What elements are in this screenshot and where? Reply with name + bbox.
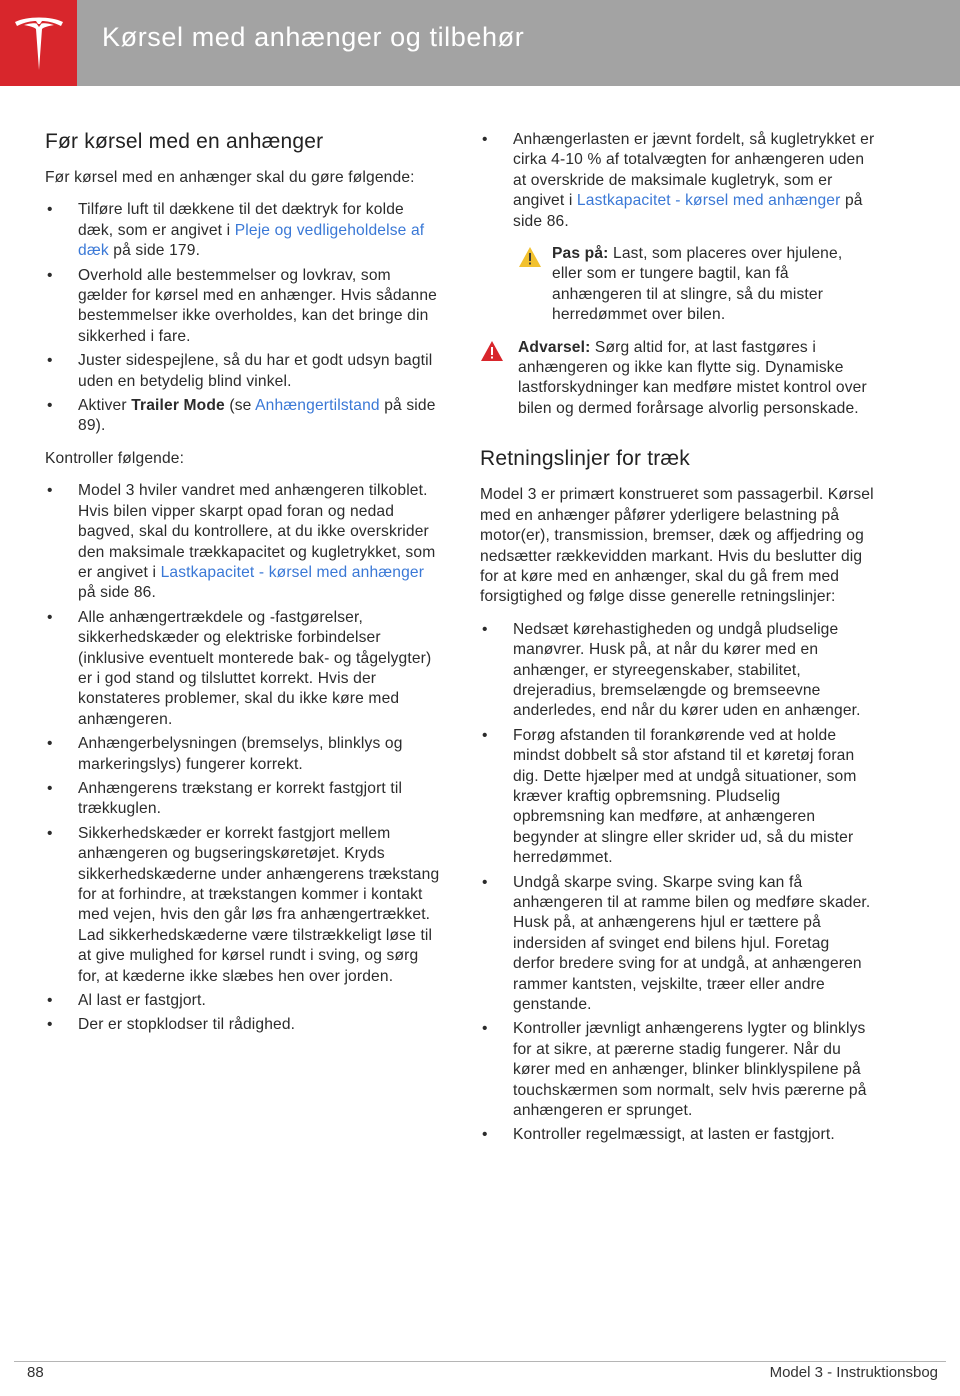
- link-tire-care[interactable]: Pleje og vedligeholdelse af dæk: [78, 221, 425, 260]
- list-item: • Al last er fastgjort.: [45, 991, 440, 1011]
- check-intro: Kontroller følgende:: [45, 449, 185, 467]
- list-item: • Model 3 hviler vandret med anhængeren tilkoblet. Hvis bilen vipper skarpt opad foran og nedad bagved, skal du kontrollere, at du ikke overskrider den maksimale trækkapacitet og kugletrykket, som er angivet i Lastkapacitet - kørsel med anhænger på side 86.: [45, 481, 440, 603]
- list-item: • Anhængerens trækstang er korrekt fastgjort til trækkuglen.: [45, 779, 440, 820]
- guidelines-list: [480, 620, 875, 1146]
- list-item: • Sikkerhedskæder er korrekt fastgjort mellem anhængeren og bugseringskøretøjet. Kryds sikkerhedskæderne under anhængerens trækstang for at forhindre, at trækstangen kommer i kontakt med vejen, hvis den går løs fra anhængertrækket. Lad sikkerhedskæderne være tilstrækkeligt løse til at give mulighed for kørsel rundt i sving, og sørg for, at kæderne ikke slæbes hen over jorden.: [45, 824, 440, 987]
- list-item: • Alle anhængertrækdele og -fastgørelser, sikkerhedskæder og elektriske forbindelser (inklusive eventuelt monterede bak- og tågelygter) er i god stand og tilsluttet korrekt. Hvis der konstateres problemer, skal du ikke køre med anhængeren.: [45, 608, 440, 730]
- warning-text: Sørg altid for, at last fastgøres i anhængeren og ikke kan flytte sig. Dynamiske lastforskydninger kan medføre mistet kontrol over bilen og dermed forårsage alvorlig personskade.: [518, 338, 867, 417]
- page-title: Kørsel med anhænger og tilbehør: [102, 22, 525, 52]
- manual-title: Model 3 - Instruktionsbog: [769, 1364, 938, 1381]
- warning-triangle-icon: [480, 340, 504, 362]
- list-item: • Juster sidespejlene, så du har et godt udsyn bagtil uden en betydelig blind vinkel.: [45, 351, 440, 392]
- page-header: [0, 0, 960, 86]
- list-item: • Anhængerlasten er jævnt fordelt, så kugletrykket er cirka 4-10 % af totalvægten for anhængeren uden at overskride de maksimale kugletryk, som er angivet i Lastkapacitet - kørsel med anhænger på side 86.: [480, 130, 875, 232]
- list-item: • Kontroller regelmæssigt, at lasten er fastgjort.: [480, 1125, 875, 1145]
- list-item: • Tilføre luft til dækkene til det dæktryk for kolde dæk, som er angivet i Pleje og vedligeholdelse af dæk på side 179.: [45, 200, 440, 261]
- list-item: • Nedsæt kørehastigheden og undgå pludselige manøvrer. Husk på, at når du kører med en anhænger, er styreegenskaber, stabilitet, drejeradius, bremselængde og bremseevne anderledes, end når du kører uden en anhænger.: [480, 620, 875, 722]
- link-load-capacity-2[interactable]: Lastkapacitet - kørsel med anhænger: [576, 192, 841, 210]
- section-heading-guidelines: Retningslinjer for træk: [480, 447, 691, 471]
- caution-label: Pas på:: [552, 245, 609, 263]
- list-item: • Kontroller jævnligt anhængerens lygter og blinklys for at sikre, at pærerne stadig fungerer. Når du kører med en anhænger, blinker blinklyspilene på touchskærmen som normalt, selv hvis pærerne på anhængeren er sprunget.: [480, 1019, 875, 1121]
- footer-divider: [14, 1361, 946, 1362]
- load-distribution-list: [480, 130, 875, 232]
- link-load-capacity[interactable]: Lastkapacitet - kørsel med anhænger: [160, 563, 425, 581]
- list-item: • Forøg afstanden til forankørende ved at holde mindst dobbelt så stor afstand til et køretøj foran dig. Dette hjælper med at undgå situationer, som kræver kraftig opbremsning. Pludselig opbremsning kan medføre, at anhængeren begynder at slingre eller skrider ud, så du mister herredømmet.: [480, 726, 875, 869]
- preparation-list: [45, 200, 440, 436]
- link-trailer-mode[interactable]: Anhængertilstand: [255, 397, 380, 415]
- guidelines-intro: Model 3 er primært konstrueret som passagerbil. Kørsel med en anhænger påfører yderligere belastning på motor(er), transmission, bremser, dæk og affjedring og nedsætter rækkevidden markant. Hvis du beslutter dig for at køre med en anhænger, skal du gå frem med forsigtighed og følge disse generelle retningslinjer:: [480, 486, 874, 606]
- tesla-logo-icon: [13, 14, 65, 72]
- page-number: 88: [27, 1364, 44, 1381]
- section-heading-before-towing: Før kørsel med en anhænger: [45, 130, 324, 153]
- trailer-mode-label: Trailer Mode: [131, 397, 225, 415]
- list-item: • Aktiver Trailer Mode (se Anhængertilstand på side 89).: [45, 396, 440, 437]
- intro-paragraph: Før kørsel med en anhænger skal du gøre følgende:: [45, 169, 415, 186]
- list-item: • Overhold alle bestemmelser og lovkrav, som gælder for kørsel med en anhænger. Hvis sådanne bestemmelser ikke overholdes, kan det bringe din sikkerhed i fare.: [45, 266, 440, 348]
- warning-label: Advarsel:: [518, 338, 591, 356]
- list-item: • Undgå skarpe sving. Skarpe sving kan få anhængeren til at ramme bilen og medføre skader. Husk på, at anhængerens hjul er tættere på indersiden af svinget end bilens hjul. Foretag derfor bredere sving for at undgå, at anhængeren rammer kantsten, vejskilte, træer eller andre genstande.: [480, 873, 875, 1016]
- logo-box: [0, 0, 77, 86]
- list-item: • Anhængerbelysningen (bremselys, blinklys og markeringslys) fungerer korrekt.: [45, 734, 440, 775]
- warning-callout: [480, 338, 875, 420]
- left-column: [45, 130, 440, 1048]
- checklist: [45, 481, 440, 1036]
- list-item: • Der er stopklodser til rådighed.: [45, 1015, 440, 1035]
- right-column: [480, 130, 875, 1158]
- caution-text: Last, som placeres over hjulene, eller som er tungere bagtil, kan få anhængeren til at slingre, så du mister herredømmet over bilen.: [552, 245, 843, 324]
- caution-callout: [480, 244, 875, 326]
- caution-triangle-icon: [518, 246, 542, 268]
